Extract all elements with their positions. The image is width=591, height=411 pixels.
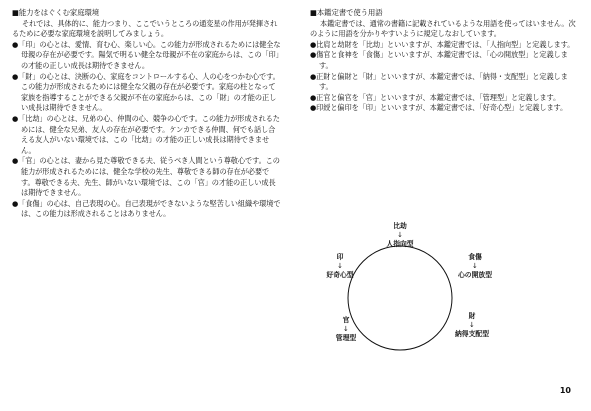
list-item: ●印綬と偏印を「印」といいますが、本鑑定書では、「好奇心型」と定義します。 [310, 103, 568, 113]
node-desc: 納得支配型 [455, 330, 489, 338]
list-item: ●正官と偏官を「官」といいますが、本鑑定書では、「管理型」と定義します。 [310, 92, 561, 102]
right-column [310, 8, 580, 114]
arrow-down-icon: ↓ [469, 321, 475, 329]
list-item: ●比肩と劫財を「比劫」といいますが、本鑑定書では、「人指向型」と定義します。 [310, 39, 575, 49]
node-desc: 人指向型 [386, 240, 414, 248]
list-item: ●「印」の心とは、愛情、育む心、楽しい心。この能力が形成されるためには健全な母親の存在が必要です。陽気で明るい健全な母親が不在の家庭からは、この「印」の才能の正しい成長は期待できません。 [12, 39, 281, 70]
cycle-circle [348, 246, 452, 350]
node-desc: 心の開放型 [458, 271, 492, 279]
node-desc: 好奇心型 [326, 271, 354, 279]
list-item: ●「食傷」の心は、自己表現の心。自己表現ができないような堅苦しい組織や環境では、この能力は形成されることはありません。 [12, 198, 281, 219]
list-item: ●「官」の心とは、妻から見た尊敬できる夫、従うべき人間という尊敬心です。この能力が形成されるためには、健全な学校の先生、尊敬できる師の存在が必要です。尊敬できる夫、先生、師がいない環境では、この「官」の才能の正しい成長は期待できません。 [12, 156, 280, 198]
section-heading-terms: ■本鑑定書で使う用語 [310, 8, 383, 17]
intro-paragraph: 本鑑定書では、通常の書籍に記載されているような用語を使ってはいません。次のように用語を分かりやすいように規定しなおしています。 [310, 18, 576, 39]
node-name: 財 [468, 312, 476, 320]
node-kan [336, 316, 356, 343]
arrow-down-icon: ↓ [337, 262, 343, 270]
page-number: 10 [559, 386, 571, 395]
cycle-diagram [300, 220, 500, 360]
node-name: 印 [336, 253, 344, 261]
list-item: ●「比劫」の心とは、兄弟の心、仲間の心、競争の心です。この能力が形成されるためには、健全な兄弟、友人の存在が必要です。ケンカできる仲間、何でも話し合える友人がいない環境では、この「比劫」の才能の正しい成長は期待できません。 [12, 113, 280, 155]
list-item: ●正財と偏財と「財」といいますが、本鑑定書では、「納得・支配型」と定義します。 [310, 71, 568, 92]
arrow-down-icon: ↓ [397, 231, 403, 239]
left-column [12, 8, 282, 220]
node-desc: 管理型 [335, 334, 357, 342]
node-name: 食傷 [468, 253, 482, 261]
intro-paragraph: それでは、具体的に、能力つまり、ここでいうところの通変星の作用が発揮されるために必要な家庭環境を説明してみましょう。 [12, 18, 278, 39]
node-name: 比劫 [393, 222, 407, 230]
node-name: 官 [342, 316, 350, 324]
section-heading-family-environment: ■能力をはぐくむ家庭環境 [12, 8, 100, 17]
node-shokushou [458, 253, 492, 280]
node-zai [455, 312, 489, 339]
node-hikou [386, 222, 413, 249]
arrow-down-icon: ↓ [472, 262, 478, 270]
arrow-down-icon: ↓ [343, 325, 349, 333]
node-in [326, 253, 353, 280]
list-item: ●傷官と食神を「食傷」といいますが、本鑑定書では、「心の開放型」と定義します。 [310, 50, 568, 70]
list-item: ●「財」の心とは、決断の心、家庭をコントロールする心、人の心をつかむ心です。この能力が形成されるためには健全な父親の存在が必要です。家庭の柱となって家族を指導することができる父親が不在の家庭からは、この「財」の才能の正しい成長は期待できません。 [12, 71, 280, 113]
